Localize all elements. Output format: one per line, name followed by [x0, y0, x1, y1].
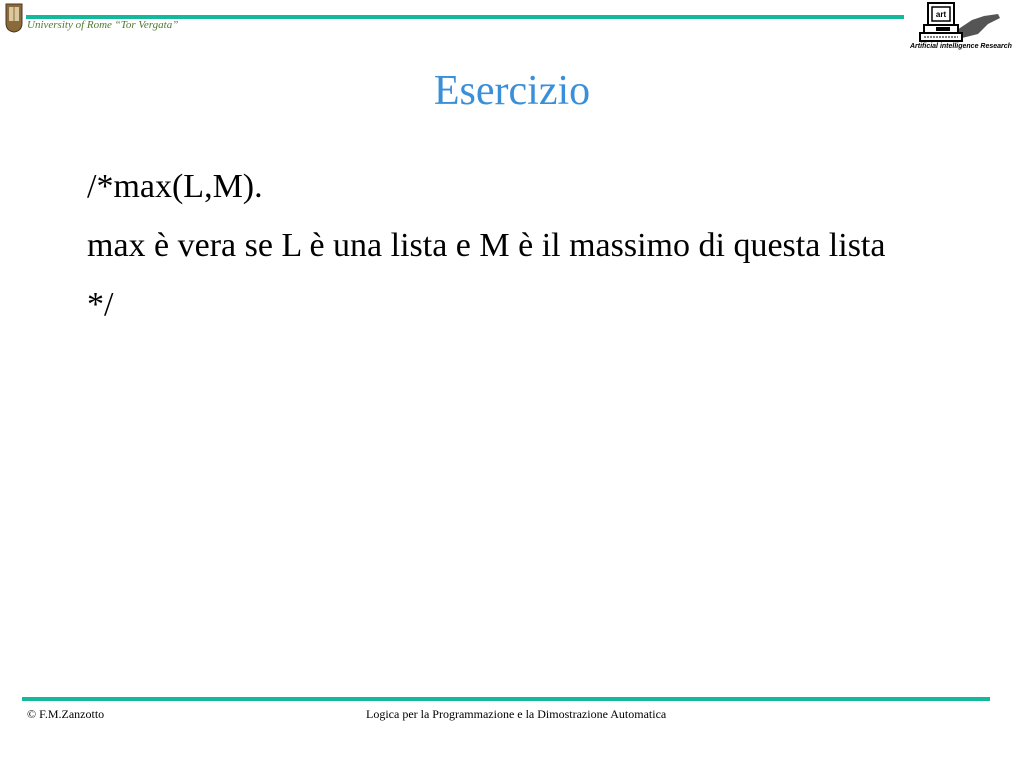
slide-title: Esercizio: [433, 68, 591, 114]
footer-rule: [22, 697, 990, 701]
body-line: /*max(L,M).: [87, 168, 263, 205]
footer-author: © F.M.Zanzotto: [27, 707, 105, 721]
university-crest-icon: [5, 3, 23, 33]
slide-body: [87, 163, 927, 340]
university-name: University of Rome “Tor Vergata”: [27, 19, 179, 31]
logo-caption: Artificial intelligence Research: [910, 43, 1012, 50]
body-line: max è vera se L è una lista e M è il massimo di questa lista: [87, 227, 886, 264]
footer-course: Logica per la Programmazione e la Dimostrazione Automatica: [366, 707, 667, 721]
logo-badge: art: [935, 10, 947, 19]
body-line: */: [87, 286, 114, 323]
